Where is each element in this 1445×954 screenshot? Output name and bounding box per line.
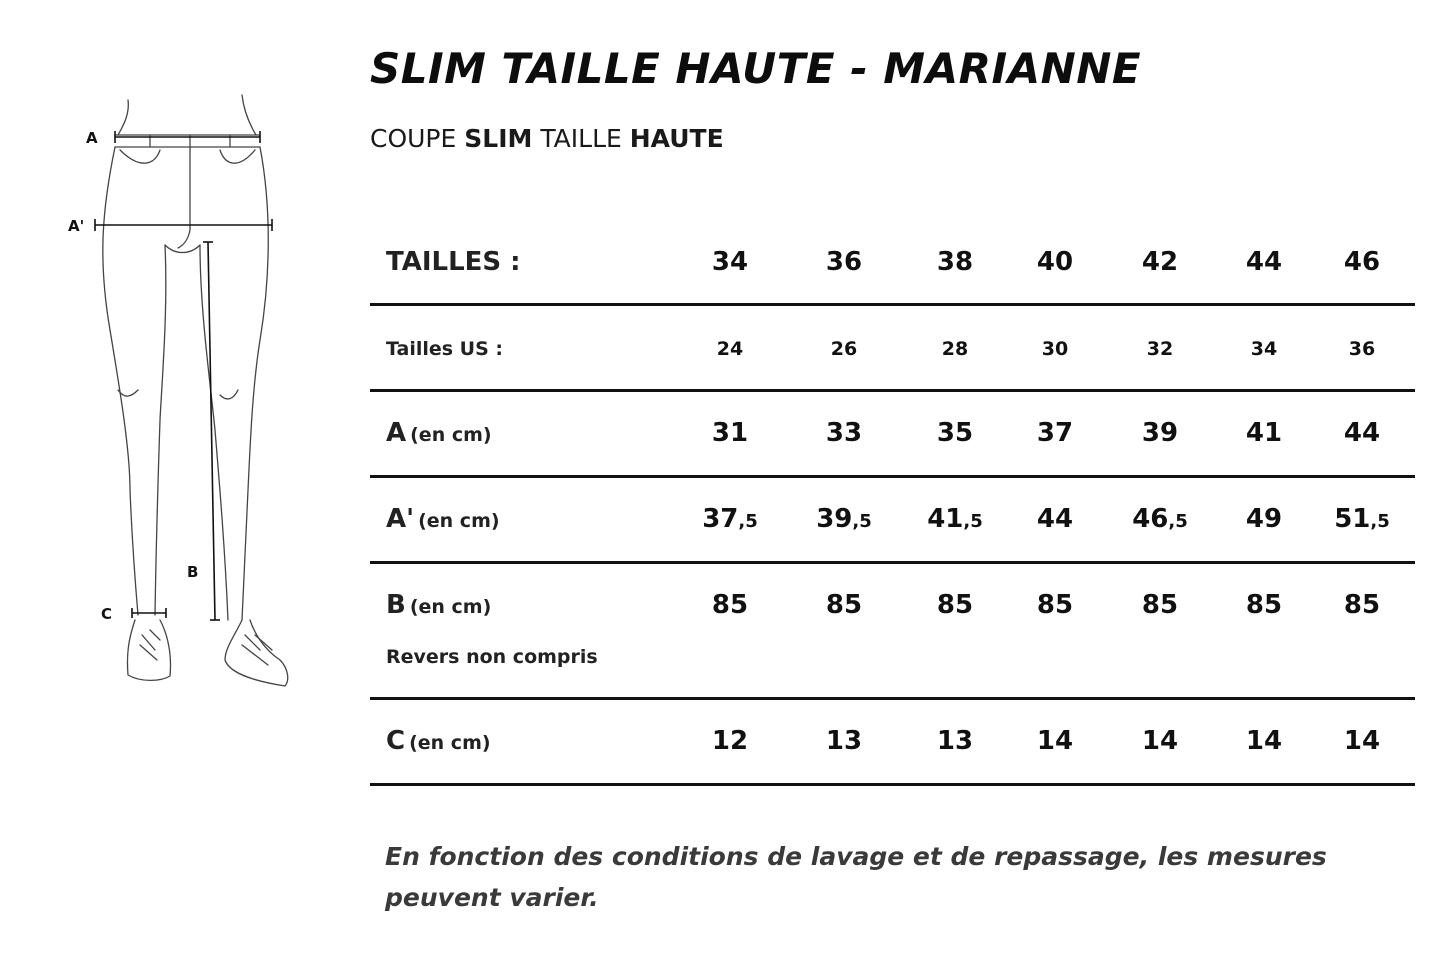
table-row-a-prime (370, 478, 1415, 564)
page-title: SLIM TAILLE HAUTE - MARIANNE (370, 44, 1142, 93)
c-value-cell: 14 (1343, 726, 1381, 756)
us-size-cell: 26 (830, 338, 858, 360)
b-label: B (en cm) (386, 590, 492, 620)
b-value-cell: 85 (711, 590, 749, 620)
a-prime-value-cell: 49 (1245, 504, 1283, 534)
size-40: 40 (1036, 247, 1074, 277)
b-value-cell: 85 (825, 590, 863, 620)
b-value-cell: 85 (1036, 590, 1074, 620)
a-value-cell: 37 (1036, 418, 1074, 448)
a-prime-value-cell: 46,5 (1132, 504, 1188, 534)
c-value-cell: 14 (1141, 726, 1179, 756)
size-36: 36 (825, 247, 863, 277)
c-value-cell: 13 (936, 726, 974, 756)
b-value-cell: 85 (1141, 590, 1179, 620)
c-value-cell: 12 (711, 726, 749, 756)
table-row-sizes (370, 220, 1415, 306)
diagram-label-a-prime: A' (68, 217, 85, 235)
right-leg-outline (242, 147, 268, 620)
a-value-cell: 33 (825, 418, 863, 448)
table-row-a (370, 392, 1415, 478)
disclaimer-line-2: peuvent varier. (385, 883, 599, 912)
us-size-cell: 28 (941, 338, 969, 360)
b-value-cell: 85 (1245, 590, 1283, 620)
measure-line-b (208, 242, 215, 620)
diagram-label-a: A (86, 129, 98, 147)
diagram-label-c: C (101, 605, 113, 623)
a-value-cell: 44 (1343, 418, 1381, 448)
disclaimer-note (385, 836, 1385, 918)
a-label: A (en cm) (386, 418, 492, 448)
size-42: 42 (1141, 247, 1179, 277)
table-row-us-sizes (370, 306, 1415, 392)
a-value-cell: 39 (1141, 418, 1179, 448)
torso-outline (118, 95, 256, 135)
disclaimer-line-1: En fonction des conditions de lavage et de repassage, les mesures (385, 842, 1327, 871)
a-value-cell: 31 (711, 418, 749, 448)
a-value-cell: 41 (1245, 418, 1283, 448)
c-value-cell: 13 (825, 726, 863, 756)
a-prime-value-cell: 51,5 (1334, 504, 1390, 534)
us-sizes-label: Tailles US : (386, 338, 504, 360)
sizes-label: TAILLES : (386, 247, 521, 277)
size-46: 46 (1343, 247, 1381, 277)
us-size-cell: 32 (1146, 338, 1174, 360)
c-label: C (en cm) (386, 726, 491, 756)
a-prime-label: A' (en cm) (386, 504, 500, 534)
size-34: 34 (711, 247, 749, 277)
a-prime-value-cell: 41,5 (927, 504, 983, 534)
b-value-cell: 85 (936, 590, 974, 620)
a-value-cell: 35 (936, 418, 974, 448)
size-44: 44 (1245, 247, 1283, 277)
left-shoe (127, 620, 170, 680)
left-leg-outline (103, 147, 138, 615)
us-size-cell: 24 (716, 338, 744, 360)
diagram-label-b: B (187, 563, 199, 581)
size-38: 38 (936, 247, 974, 277)
a-prime-value-cell: 44 (1036, 504, 1074, 534)
table-row-c (370, 700, 1415, 786)
us-size-cell: 36 (1348, 338, 1376, 360)
table-row-b (370, 564, 1415, 700)
right-shoe (225, 620, 288, 686)
jeans-measurement-illustration (60, 90, 300, 700)
b-value-cell: 85 (1343, 590, 1381, 620)
us-size-cell: 30 (1041, 338, 1069, 360)
a-prime-value-cell: 37,5 (702, 504, 758, 534)
b-note: Revers non compris (386, 646, 598, 668)
subtitle: COUPE SLIM TAILLE HAUTE (370, 124, 724, 153)
a-prime-value-cell: 39,5 (816, 504, 872, 534)
size-table (370, 220, 1415, 786)
c-value-cell: 14 (1245, 726, 1283, 756)
us-size-cell: 34 (1250, 338, 1278, 360)
c-value-cell: 14 (1036, 726, 1074, 756)
